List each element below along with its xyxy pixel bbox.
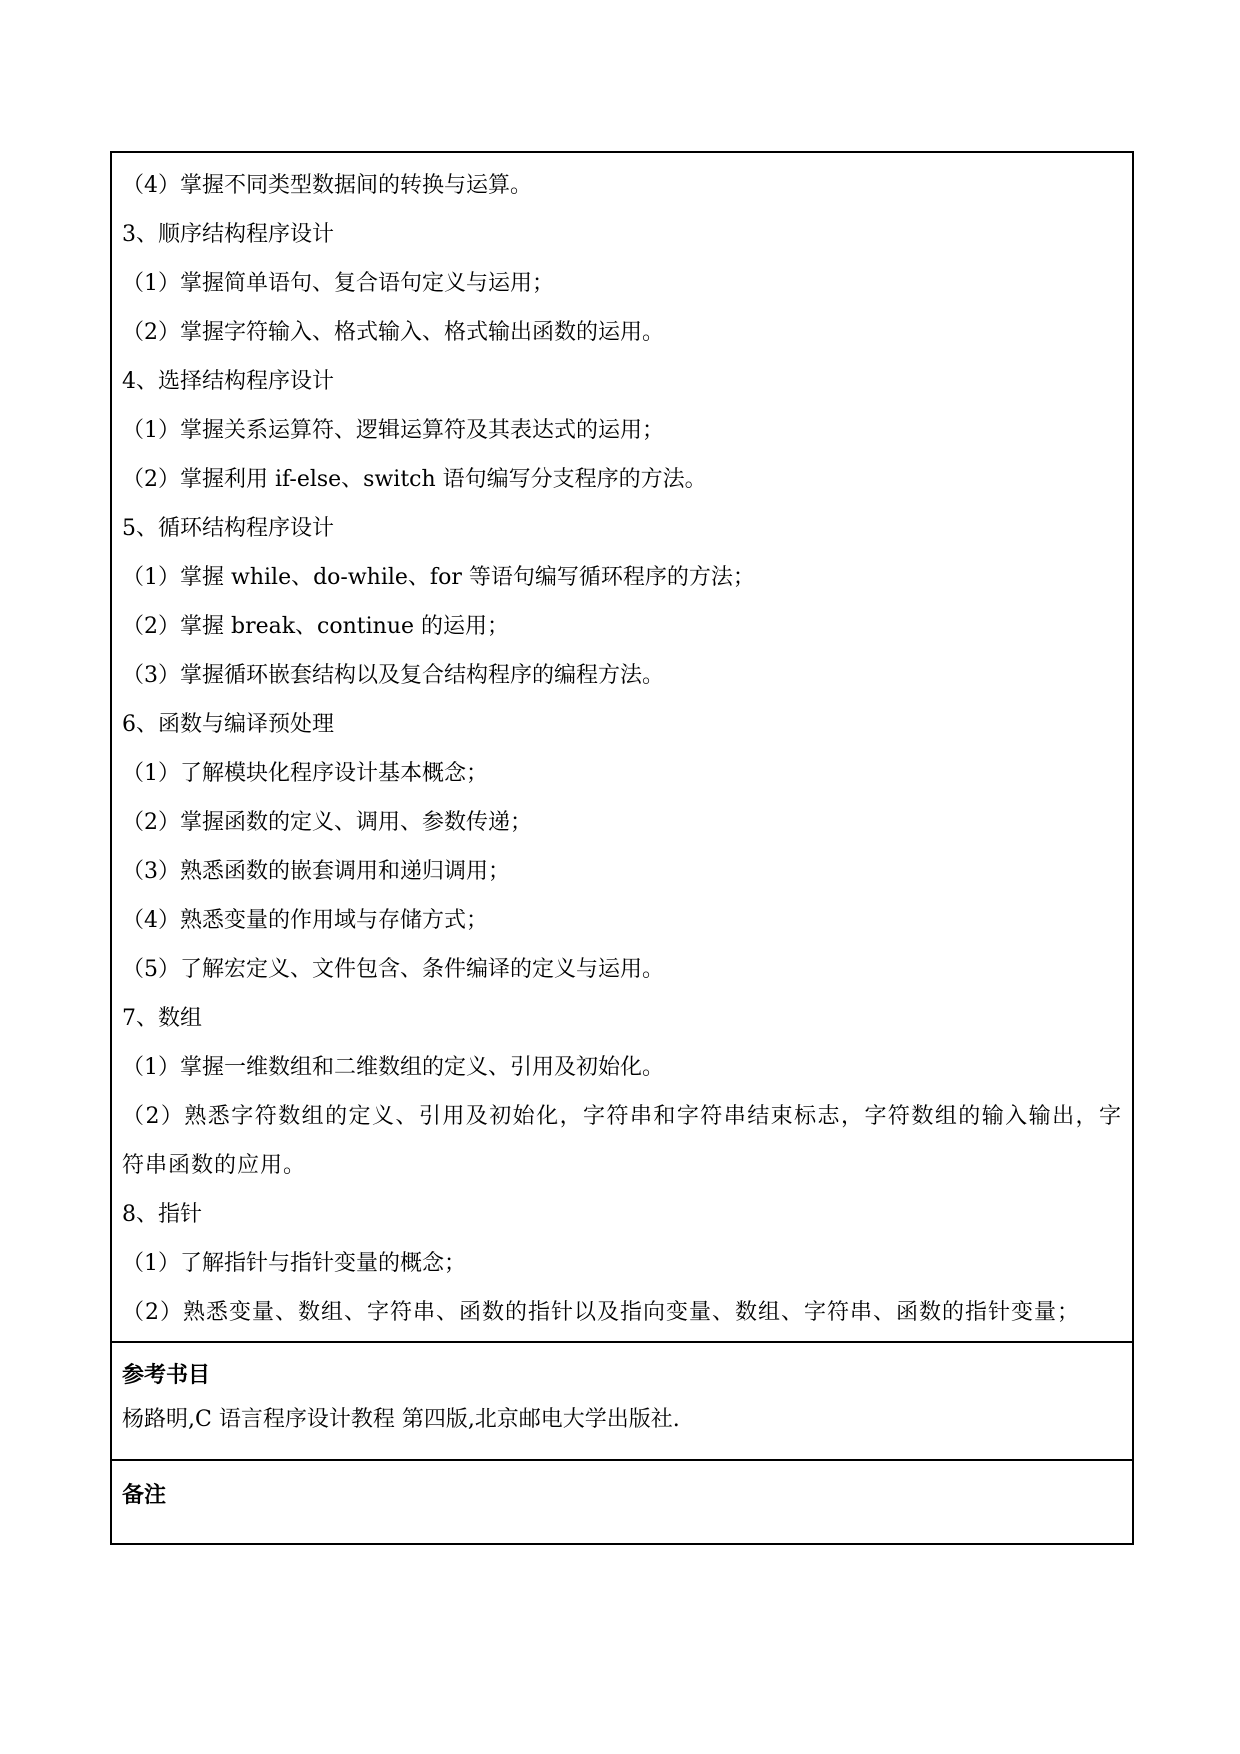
references-section xyxy=(112,1341,1132,1459)
content-line: （2）熟悉字符数组的定义、引用及初始化，字符串和字符串结束标志，字符数组的输入输出，字符串函数的应用。 xyxy=(122,1104,1122,1178)
notes-heading: 备注 xyxy=(122,1482,167,1508)
content-line: （1）了解指针与指针变量的概念； xyxy=(122,1251,466,1276)
content-line: （5）了解宏定义、文件包含、条件编译的定义与运用。 xyxy=(122,957,664,982)
content-line: 6、函数与编译预处理 xyxy=(122,712,334,737)
references-heading: 参考书目 xyxy=(122,1362,211,1388)
syllabus-table xyxy=(110,151,1134,1545)
content-line: （2）掌握利用 if-else、switch 语句编写分支程序的方法。 xyxy=(122,467,707,492)
content-line: （4）掌握不同类型数据间的转换与运算。 xyxy=(122,173,532,198)
content-line: 5、循环结构程序设计 xyxy=(122,516,334,541)
content-line: （2）掌握 break、continue 的运用； xyxy=(122,614,510,639)
content-line: （1）掌握 while、do-while、for 等语句编写循环程序的方法； xyxy=(122,565,755,590)
content-line: （1）掌握关系运算符、逻辑运算符及其表达式的运用； xyxy=(122,418,664,443)
content-line: （1）掌握简单语句、复合语句定义与运用； xyxy=(122,271,554,296)
content-line: 3、顺序结构程序设计 xyxy=(122,222,334,247)
content-line: （3）掌握循环嵌套结构以及复合结构程序的编程方法。 xyxy=(122,663,664,688)
content-line: 7、数组 xyxy=(122,1006,202,1031)
content-line: （1）掌握一维数组和二维数组的定义、引用及初始化。 xyxy=(122,1055,664,1080)
notes-section xyxy=(112,1459,1132,1543)
content-line: 4、选择结构程序设计 xyxy=(122,369,334,394)
content-line: 8、指针 xyxy=(122,1202,202,1227)
content-line: （3）熟悉函数的嵌套调用和递归调用； xyxy=(122,859,510,884)
content-line: （2）熟悉变量、数组、字符串、函数的指针以及指向变量、数组、字符串、函数的指针变量； xyxy=(122,1300,1081,1325)
content-line: （2）掌握函数的定义、调用、参数传递； xyxy=(122,810,532,835)
content-line: （2）掌握字符输入、格式输入、格式输出函数的运用。 xyxy=(122,320,664,345)
content-line: （4）熟悉变量的作用域与存储方式； xyxy=(122,908,488,933)
syllabus-content-section xyxy=(112,153,1132,1341)
content-line: （1）了解模块化程序设计基本概念； xyxy=(122,761,488,786)
reference-entry: 杨路明,C 语言程序设计教程 第四版,北京邮电大学出版社. xyxy=(122,1407,680,1432)
